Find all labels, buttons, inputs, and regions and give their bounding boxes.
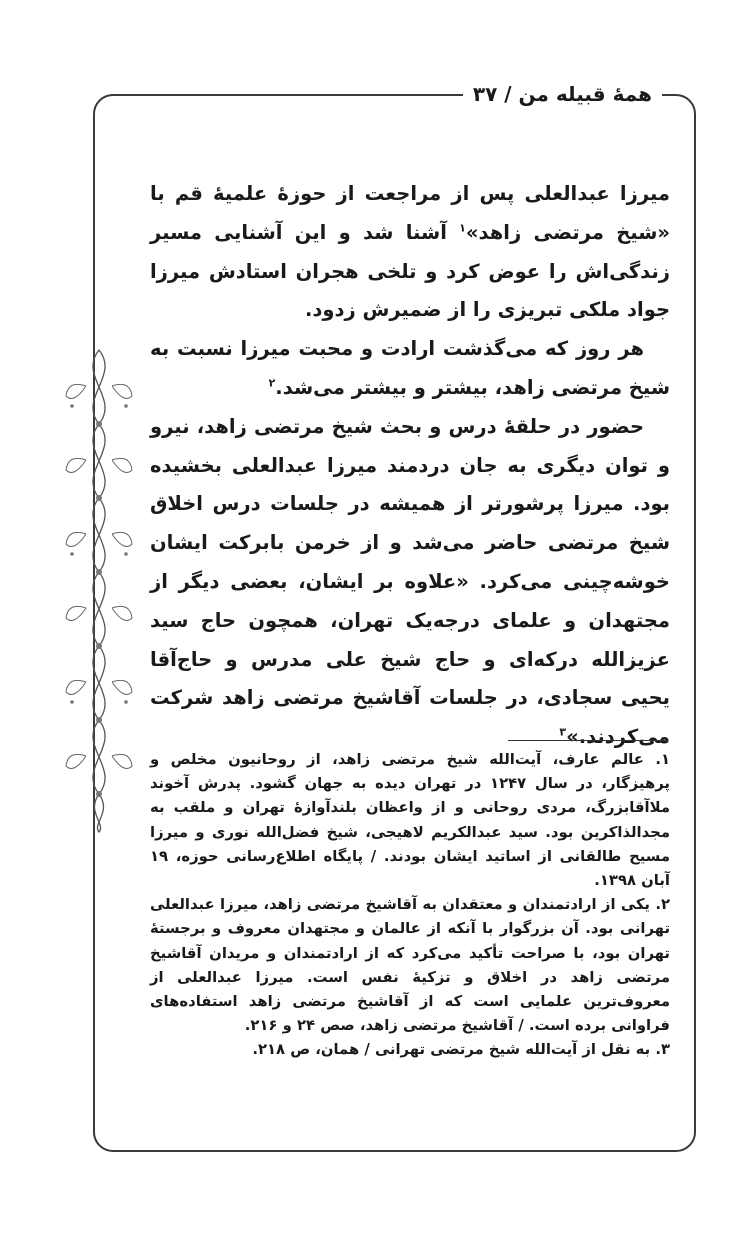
footnote-1: ۱. عالم عارف، آیت‌الله شیخ مرتضی زاهد، از روحانیون مخلص و پرهیزگار، در سال ۱۲۴۷ در تهران دیده به جهان گشود. پدرش آخوند ملاآقابزرگ، مردی روحانی و از واعظان بلندآوازهٔ تهران و ملقب به مجدالذاکرین بود. سید عبدالکریم لاهیجی، شیخ فضل‌الله نوری و میرزا مسیح طالقانی از اساتید ایشان بودند. / پایگاه اطلاع‌رسانی حوزه، ۱۹ آبان ۱۳۹۸. xyxy=(150,751,670,890)
footnote-2: ۲. یکی از ارادتمندان و معتقدان به آقاشیخ مرتضی زاهد، میرزا عبدالعلی تهرانی بود. آن بزرگوار با آنکه از عالمان و مجتهدان معروف و برجستهٔ تهران بود، با صراحت تأکید می‌کرد که از ارادتمندان و مریدان آقاشیخ مرتضی زاهد در اخلاق و تزکیهٔ نفس است. میرزا عبدالعلی از معروف‌ترین علمایی است که از آقاشیخ مرتضی زاهد استفاده‌های فراوانی برده است. / آقاشیخ مرتضی زاهد، صص ۲۴ و ۲۱۶. xyxy=(150,896,670,1035)
footnote-ref-2: ۲ xyxy=(268,376,276,390)
footnote-ref-1: ۱ xyxy=(459,221,466,235)
footnotes xyxy=(150,748,670,1063)
paragraph-1: میرزا عبدالعلی پس از مراجعت از حوزهٔ علمیهٔ قم با «شیخ مرتضی زاهد»$^۱$ آشنا شد و این آشنایی مسیر زندگی‌اش را عوض کرد و تلخی هجران استادش میرزا جواد ملکی تبریزی را از ضمیرش زدود. xyxy=(150,182,670,322)
paragraph-2: هر روز که می‌گذشت ارادت و محبت میرزا نسبت به شیخ مرتضی زاهد، بیشتر و بیشتر می‌شد.$^۲$ xyxy=(150,337,670,399)
footnote-divider xyxy=(508,740,668,741)
footnote-ref-3: ۳ xyxy=(559,725,567,739)
paragraph-3: حضور در حلقهٔ درس و بحث شیخ مرتضی زاهد، نیرو و توان دیگری به جان دردمند میرزا عبدالعلی بخشیده بود. میرزا پرشورتر از همیشه در جلسات درس اخلاق شیخ مرتضی حاضر می‌شد و از خرمن بابرکت ایشان خوشه‌چینی می‌کرد. «علاوه بر ایشان، بعضی دیگر از مجتهدان و علمای درجه‌یک تهران، همچون حاج سید عزیزالله درکه‌ای و حاج شیخ علی مدرس و حاج‌آقا یحیی سجادی، در جلسات آقاشیخ مرتضی زاهد شرکت می‌کردند.»$^۳$ xyxy=(150,414,670,749)
floral-ornament-icon xyxy=(56,346,142,836)
footnote-3: ۳. به نقل از آیت‌الله شیخ مرتضی تهرانی / همان، ص ۲۱۸. xyxy=(252,1041,670,1059)
main-text xyxy=(150,175,670,757)
running-header: همهٔ قبیله من / ۳۷ xyxy=(463,78,662,110)
